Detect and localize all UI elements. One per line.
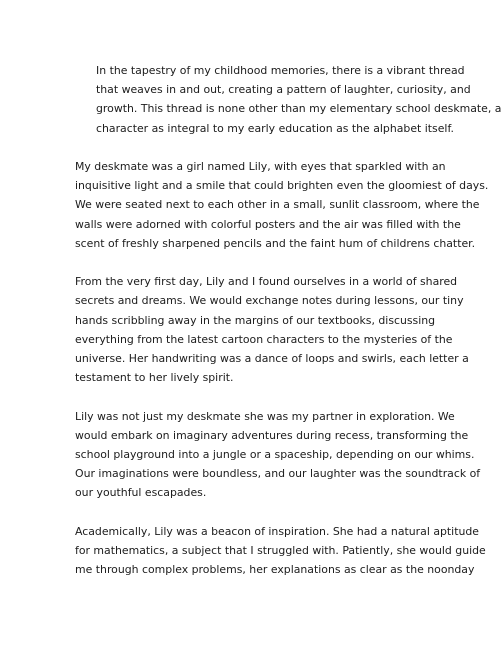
- text-line: Academically, Lily was a beacon of inspiration. She had a natural aptitude: [75, 524, 479, 538]
- text-line: We were seated next to each other in a small, sunlit classroom, where the: [75, 198, 480, 212]
- paragraph-1: [75, 61, 502, 138]
- document-body: [75, 61, 502, 599]
- text-line: our youthful escapades.: [75, 486, 207, 500]
- text-line: school playground into a jungle or a spaceship, depending on our whims.: [75, 448, 475, 462]
- text-line: scent of freshly sharpened pencils and the faint hum of childrens chatter.: [75, 236, 476, 250]
- text-line: universe. Her handwriting was a dance of loops and swirls, each letter a: [75, 352, 469, 366]
- text-line: everything from the latest cartoon characters to the mysteries of the: [75, 332, 453, 346]
- text-line: for mathematics, a subject that I struggled with. Patiently, she would guide: [75, 544, 486, 558]
- paragraph-3: [75, 272, 469, 387]
- text-line: that weaves in and out, creating a pattern of laughter, curiosity, and: [96, 83, 471, 97]
- text-line: walls were adorned with colorful posters and the air was filled with the: [75, 217, 461, 231]
- text-line: growth. This thread is none other than my elementary school deskmate, a: [96, 102, 502, 116]
- text-line: testament to her lively spirit.: [75, 371, 234, 385]
- text-line: Lily was not just my deskmate she was my partner in exploration. We: [75, 409, 455, 423]
- text-line: me through complex problems, her explanations as clear as the noonday: [75, 563, 475, 577]
- text-line: character as integral to my early education as the alphabet itself.: [96, 121, 454, 135]
- text-line: would embark on imaginary adventures during recess, transforming the: [75, 428, 469, 442]
- text-line: In the tapestry of my childhood memories, there is a vibrant thread: [96, 64, 465, 77]
- text-line: secrets and dreams. We would exchange notes during lessons, our tiny: [75, 294, 464, 308]
- paragraph-2: [75, 157, 489, 253]
- paragraph-4: [75, 407, 481, 503]
- text-line: hands scribbling away in the margins of our textbooks, discussing: [75, 313, 436, 327]
- text-line: My deskmate was a girl named Lily, with eyes that sparkled with an: [75, 160, 446, 173]
- paragraph-5: [75, 522, 486, 580]
- text-line: inquisitive light and a smile that could brighten even the gloomiest of days.: [75, 179, 489, 193]
- text-line: Our imaginations were boundless, and our laughter was the soundtrack of: [75, 467, 481, 481]
- text-line: From the very first day, Lily and I found ourselves in a world of shared: [75, 275, 458, 289]
